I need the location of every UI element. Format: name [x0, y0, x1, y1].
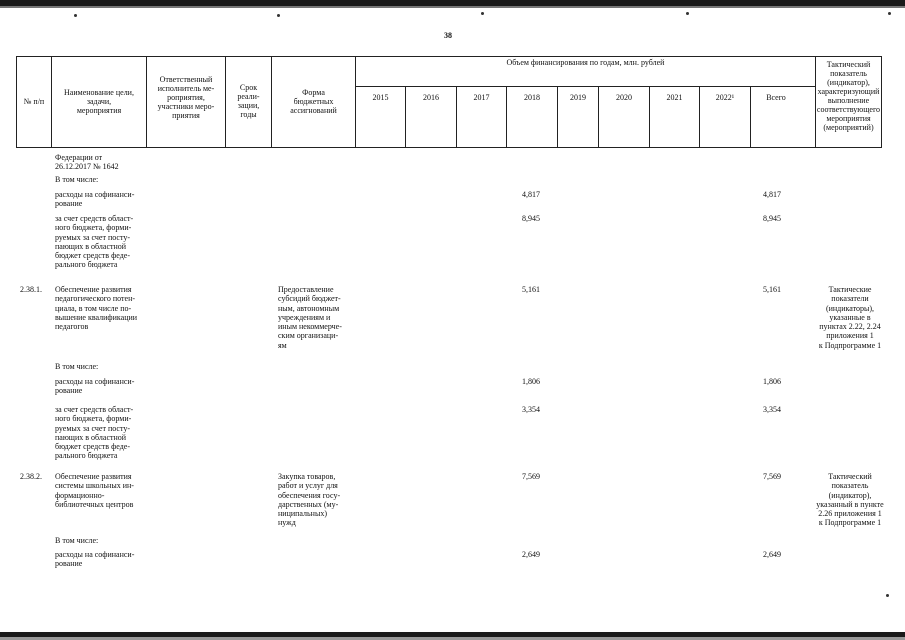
row-name: за счет средств област- ного бюджета, форми- руемых за счет посту- пающих в областной бюджет средств феде- рального бюджета — [55, 214, 134, 270]
row-name: расходы на софинанси- рование — [55, 550, 135, 569]
header-year-2021: 2021 — [666, 93, 683, 102]
value-total: 7,569 — [763, 472, 781, 481]
page-number: 38 — [444, 31, 452, 40]
row-form: Предоставление субсидий бюджет- ным, автономным учреждениям и иным некоммерче- ским организаци- ям — [278, 285, 342, 350]
header-year-2019: 2019 — [570, 93, 586, 102]
row-name: расходы на софинанси- рование — [55, 377, 135, 396]
value-total: 3,354 — [763, 405, 781, 414]
header-num: № п/п — [23, 97, 45, 106]
col-divider — [881, 56, 882, 148]
scan-speck — [888, 12, 891, 15]
row-name: В том числе: — [55, 175, 99, 184]
row-name: Обеспечение развития системы школьных ин- формационно- библиотечных центров — [55, 472, 134, 509]
row-form: Закупка товаров, работ и услуг для обеспечения госу- дарственных (му- ниципальных) нужд — [278, 472, 341, 528]
scan-speck — [481, 12, 484, 15]
value-total: 8,945 — [763, 214, 781, 223]
scan-top-shadow — [0, 6, 905, 8]
value-2018: 2,649 — [522, 550, 540, 559]
value-total: 1,806 — [763, 377, 781, 386]
row-name: В том числе: — [55, 536, 99, 545]
row-name: за счет средств област- ного бюджета, форми- руемых за счет посту- пающих в областной бюджет средств феде- рального бюджета — [55, 405, 134, 461]
header-total: Всего — [766, 93, 786, 102]
row-indicator: Тактический показатель (индикатор), указанный в пункте 2.26 приложения 1 к Подпрограмме 1 — [816, 472, 884, 528]
header-year-2022: 2022¹ — [715, 93, 735, 102]
header-year-2016: 2016 — [423, 93, 439, 102]
header-form: Форма бюджетных ассигнований — [290, 88, 337, 115]
value-2018: 4,817 — [522, 190, 540, 199]
value-2018: 3,354 — [522, 405, 540, 414]
value-total: 5,161 — [763, 285, 781, 294]
header-year-2017: 2017 — [473, 93, 490, 102]
header-indicator: Тактический показатель (индикатор), характеризующий выполнение соответствующего мероприятия (мероприятий) — [816, 60, 881, 132]
row-name: расходы на софинанси- рование — [55, 190, 135, 209]
row-indicator: Тактические показатели (индикаторы), указанные в пунктах 2.22, 2.24 приложения 1 к Подпрограмме 1 — [818, 285, 882, 350]
header-term: Срок реали- зации, годы — [237, 83, 260, 119]
header-year-2020: 2020 — [616, 93, 632, 102]
value-2018: 1,806 — [522, 377, 540, 386]
header-responsible: Ответственный исполнитель ме- роприятия, участники меро- приятия — [157, 75, 215, 120]
row-number: 2.38.2. — [20, 472, 42, 481]
row-number: 2.38.1. — [20, 285, 42, 294]
value-2018: 5,161 — [522, 285, 540, 294]
scan-speck — [886, 594, 889, 597]
header-name: Наименование цели, задачи, мероприятия — [64, 88, 134, 115]
row-name: Обеспечение развития педагогического потен- циала, в том числе по- вышение квалификации педагогов — [55, 285, 138, 332]
value-total: 4,817 — [763, 190, 781, 199]
value-2018: 8,945 — [522, 214, 540, 223]
row-name: В том числе: — [55, 362, 99, 371]
years-rule — [355, 86, 815, 87]
header-year-2015: 2015 — [372, 93, 389, 102]
row-name: Федерации от 26.12.2017 № 1642 — [55, 153, 119, 172]
col-divider — [355, 56, 356, 148]
value-2018: 7,569 — [522, 472, 540, 481]
scan-speck — [277, 14, 280, 17]
value-total: 2,649 — [763, 550, 781, 559]
header-funding-title: Объем финансирования по годам, млн. рублей — [506, 58, 665, 67]
header-year-2018: 2018 — [524, 93, 540, 102]
scan-speck — [686, 12, 689, 15]
scan-speck — [74, 14, 77, 17]
